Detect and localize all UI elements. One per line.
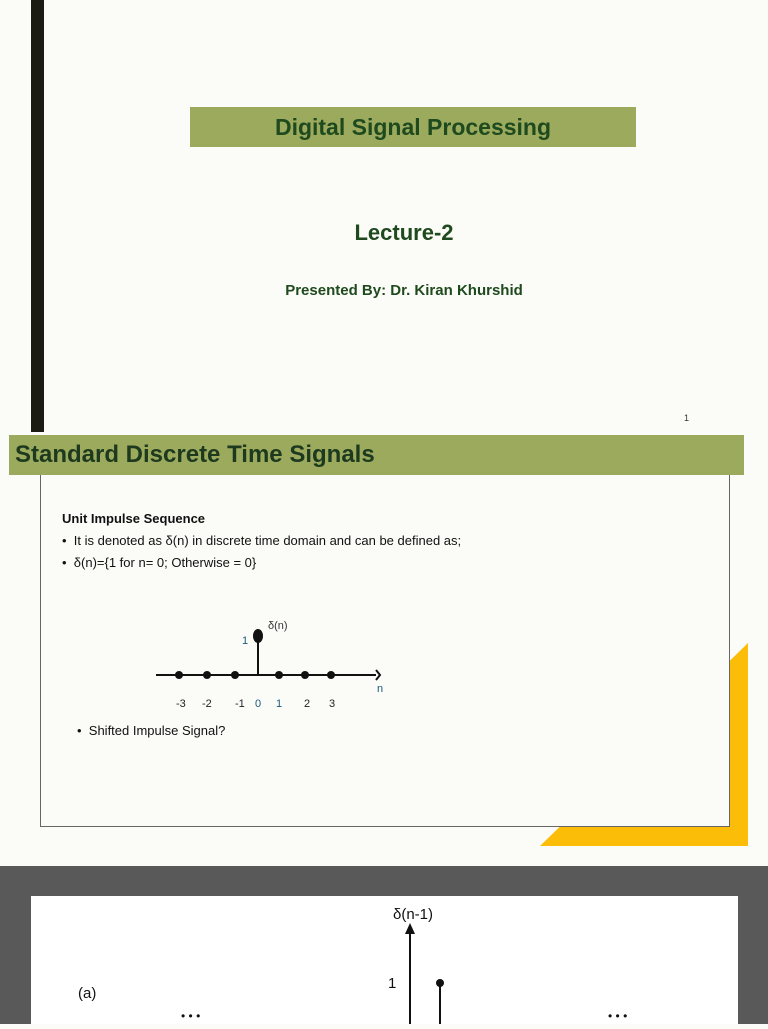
bullet-item: • Shifted Impulse Signal? xyxy=(77,723,226,738)
sample-dot xyxy=(175,671,183,679)
axis-label: n xyxy=(377,683,384,695)
partial-slide xyxy=(0,866,768,1024)
bullet-text: Shifted Impulse Signal? xyxy=(88,723,226,738)
amplitude-label: 1 xyxy=(242,635,249,647)
tick-label: 0 xyxy=(255,698,262,710)
page-number: 1 xyxy=(684,413,690,423)
lecture-label: Lecture-2 xyxy=(354,220,454,245)
tick-label: -3 xyxy=(176,698,186,710)
sample-dot xyxy=(275,671,283,679)
title-slide xyxy=(0,0,768,432)
impulse-head xyxy=(253,629,263,643)
bullet-text: It is denoted as δ(n) in discrete time domain and can be defined as; xyxy=(73,533,462,548)
impulse-head xyxy=(436,979,444,987)
section-title: Unit Impulse Sequence xyxy=(62,511,206,526)
tick-label: -1 xyxy=(235,698,245,710)
unit-impulse-figure xyxy=(140,612,400,712)
presenter-label: Presented By: Dr. Kiran Khurshid xyxy=(285,282,523,299)
bullet-text: δ(n)={1 for n= 0; Otherwise = 0} xyxy=(73,555,257,570)
sample-dot xyxy=(327,671,335,679)
amplitude-label: 1 xyxy=(388,975,397,992)
bullet-item: • δ(n)={1 for n= 0; Otherwise = 0} xyxy=(62,555,257,570)
right-ellipsis: • • • xyxy=(608,1009,628,1023)
figure-panel xyxy=(31,896,738,1024)
left-accent-bar xyxy=(31,0,44,432)
tick-label: 1 xyxy=(276,698,283,710)
shifted-impulse-figure xyxy=(31,896,738,1024)
sample-dot xyxy=(301,671,309,679)
part-label: (a) xyxy=(78,985,97,1002)
left-ellipsis: • • • xyxy=(181,1009,201,1023)
sample-dot xyxy=(203,671,211,679)
sample-dot xyxy=(231,671,239,679)
slide-heading: Standard Discrete Time Signals xyxy=(9,435,744,475)
axis-arrow-icon xyxy=(376,670,380,680)
signal-label: δ(n) xyxy=(268,620,288,632)
content-slide xyxy=(0,432,768,866)
tick-label: 3 xyxy=(329,698,336,710)
bullet-item: • It is denoted as δ(n) in discrete time domain and can be defined as; xyxy=(62,533,462,548)
tick-label: -2 xyxy=(202,698,212,710)
tick-label: 2 xyxy=(304,698,311,710)
shifted-signal-label: δ(n-1) xyxy=(393,906,434,923)
slide-title: Digital Signal Processing xyxy=(190,107,636,147)
axis-arrow-icon xyxy=(405,923,415,934)
